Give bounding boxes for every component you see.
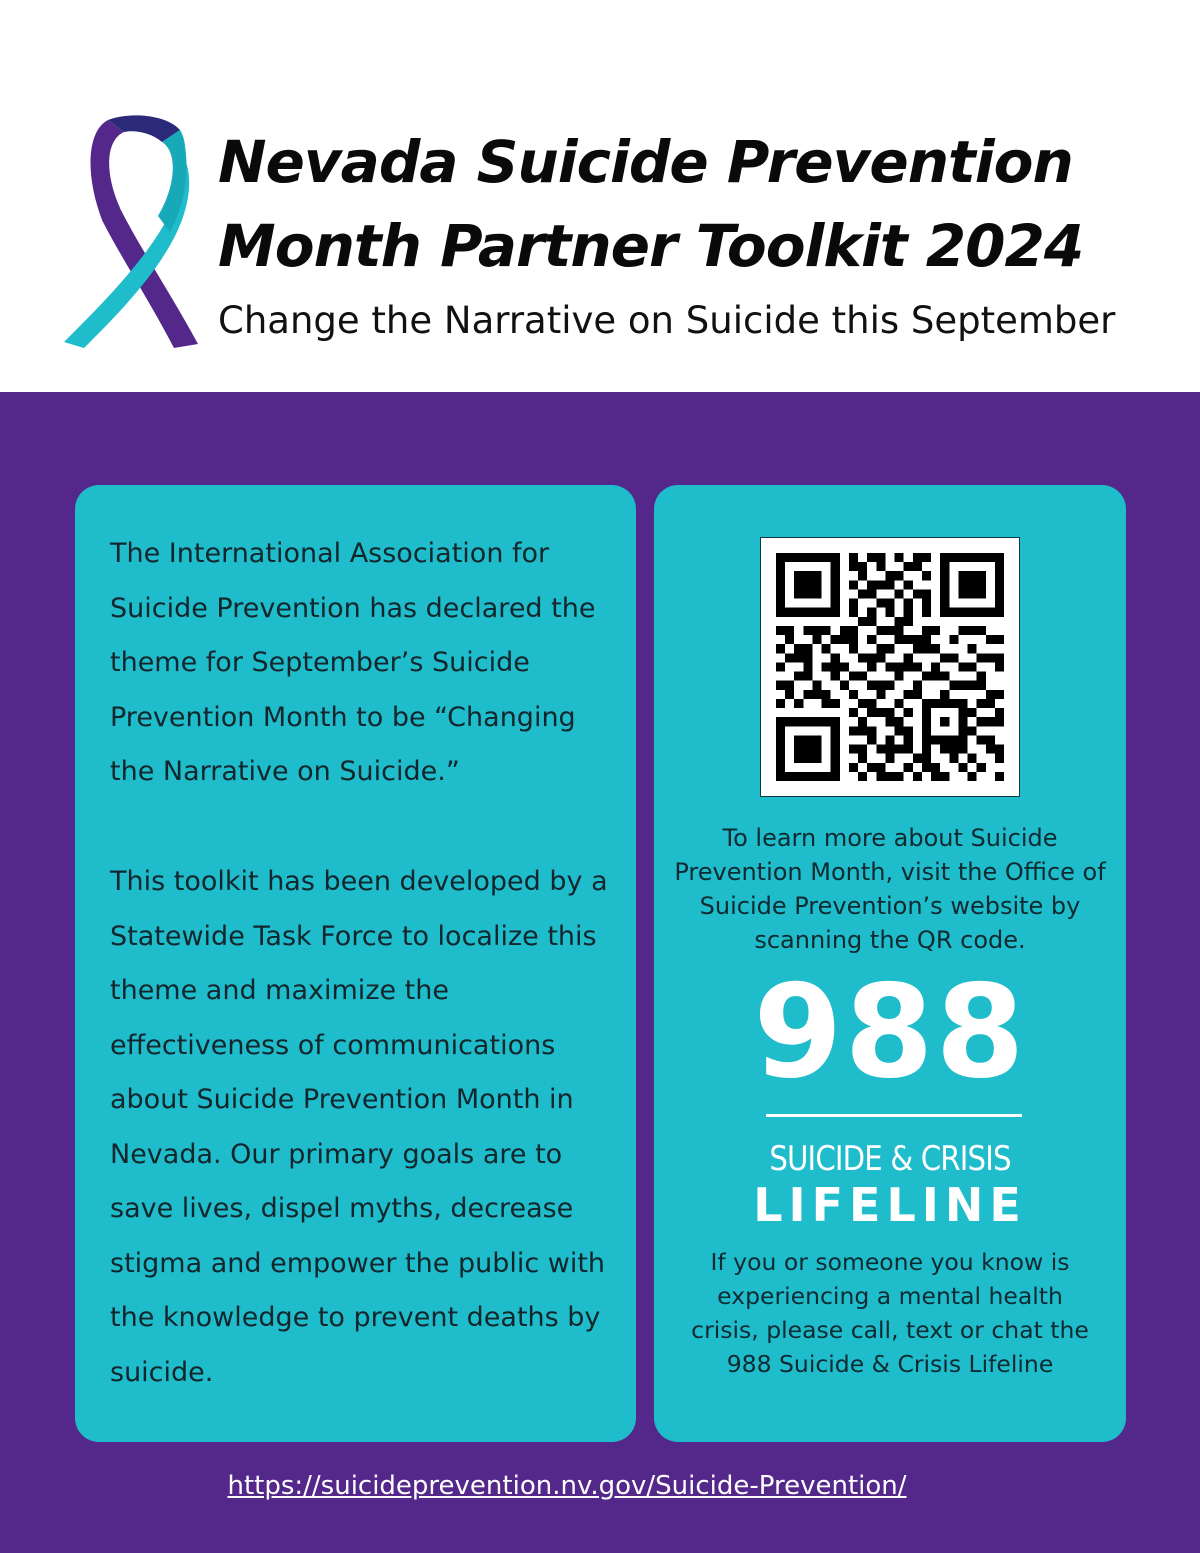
crisis-help-text: If you or someone you know is experiencing a mental health crisis, please call, text or chat the 988 Suicide & Crisis Lifeline bbox=[691, 1248, 1089, 1378]
title-line-1: Nevada Suicide Prevention bbox=[218, 128, 1073, 196]
lifeline-card bbox=[654, 485, 1126, 1442]
lifeline-logo-line-2: LIFELINE bbox=[753, 1178, 1027, 1232]
lifeline-divider bbox=[766, 1114, 1022, 1117]
qr-code-icon[interactable] bbox=[760, 537, 1020, 797]
page-title bbox=[218, 120, 1178, 288]
website-link[interactable]: https://suicideprevention.nv.gov/Suicide-Prevention/ bbox=[227, 1471, 907, 1501]
header bbox=[0, 0, 1200, 392]
lifeline-number: 988 bbox=[753, 958, 1027, 1107]
qr-code-graphic bbox=[776, 553, 1004, 781]
title-line-2: Month Partner Toolkit 2024 bbox=[218, 212, 1084, 280]
intro-paragraph-2: This toolkit has been developed by a Statewide Task Force to localize this theme and maximize the effectiveness of communications about Suicide Prevention Month in Nevada. Our primary goals are to save lives, dispel myths, decrease stigma and empower the public with the knowledge to prevent deaths by suicide. bbox=[110, 866, 608, 1388]
page-subtitle: Change the Narrative on Suicide this September bbox=[218, 299, 1116, 342]
intro-paragraph-1: The International Association for Suicide Prevention has declared the theme for September’s Suicide Prevention Month to be “Changing the Narrative on Suicide.” bbox=[110, 538, 596, 787]
lifeline-logo-line-1: SUICIDE & CRISIS bbox=[769, 1139, 1011, 1179]
awareness-ribbon-icon bbox=[58, 112, 206, 352]
learn-more-text: To learn more about Suicide Prevention Month, visit the Office of Suicide Prevention’s website by scanning the QR code. bbox=[674, 824, 1106, 954]
intro-card bbox=[75, 485, 636, 1442]
